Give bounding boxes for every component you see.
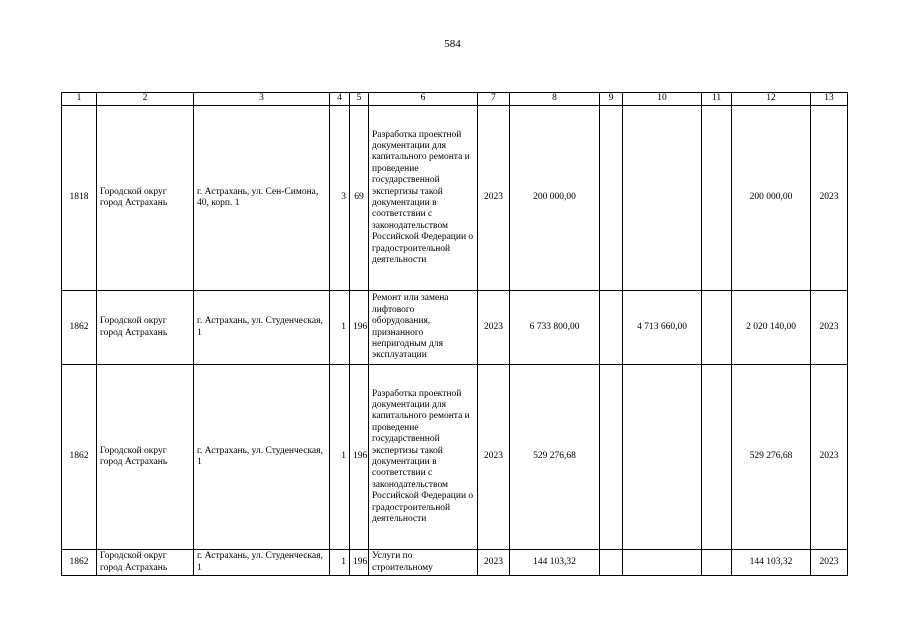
col11-cell xyxy=(702,550,732,576)
col11-cell xyxy=(702,365,732,550)
col12-cell: 2 020 140,00 xyxy=(732,291,811,365)
col13-cell: 2023 xyxy=(811,550,848,576)
year-cell: 2023 xyxy=(478,291,510,365)
col5-cell: 196 xyxy=(350,550,369,576)
col9-cell xyxy=(600,106,623,291)
col9-cell xyxy=(600,365,623,550)
col11-cell xyxy=(702,106,732,291)
work-type-cell: Услуги по строительному xyxy=(369,550,478,576)
column-header: 3 xyxy=(194,93,330,106)
col11-cell xyxy=(702,291,732,365)
col4-cell: 1 xyxy=(330,365,350,550)
column-header: 7 xyxy=(478,93,510,106)
col13-cell: 2023 xyxy=(811,291,848,365)
municipality-cell: Городской округ город Астрахань xyxy=(97,291,194,365)
col5-cell: 196 xyxy=(350,365,369,550)
address-cell: г. Астрахань, ул. Студенческая, 1 xyxy=(194,291,330,365)
address-cell: г. Астрахань, ул. Студенческая, 1 xyxy=(194,550,330,576)
column-header: 8 xyxy=(510,93,600,106)
table-row xyxy=(62,365,848,550)
column-header: 12 xyxy=(732,93,811,106)
col13-cell: 2023 xyxy=(811,365,848,550)
column-header: 13 xyxy=(811,93,848,106)
object-id-cell: 1862 xyxy=(62,550,97,576)
header-row xyxy=(62,93,848,106)
year-cell: 2023 xyxy=(478,365,510,550)
page-number: 584 xyxy=(444,38,461,50)
col10-cell: 4 713 660,00 xyxy=(623,291,702,365)
address-cell: г. Астрахань, ул. Студенческая, 1 xyxy=(194,365,330,550)
col12-cell: 144 103,32 xyxy=(732,550,811,576)
col5-cell: 196 xyxy=(350,291,369,365)
column-header: 11 xyxy=(702,93,732,106)
table-row xyxy=(62,291,848,365)
col10-cell xyxy=(623,365,702,550)
municipality-cell: Городской округ город Астрахань xyxy=(97,365,194,550)
col9-cell xyxy=(600,550,623,576)
column-header: 6 xyxy=(369,93,478,106)
col5-cell: 69 xyxy=(350,106,369,291)
col4-cell: 1 xyxy=(330,291,350,365)
column-header: 5 xyxy=(350,93,369,106)
work-type-cell: Разработка проектной документации для капитального ремонта и проведение государственной экспертизы такой документации в соответствии с законодательством Российской Федерации о градостроительной деятельности xyxy=(369,365,478,550)
col4-cell: 1 xyxy=(330,550,350,576)
col12-cell: 200 000,00 xyxy=(732,106,811,291)
col9-cell xyxy=(600,291,623,365)
total-cost-cell: 529 276,68 xyxy=(510,365,600,550)
col13-cell: 2023 xyxy=(811,106,848,291)
col12-cell: 529 276,68 xyxy=(732,365,811,550)
col10-cell xyxy=(623,106,702,291)
year-cell: 2023 xyxy=(478,106,510,291)
total-cost-cell: 6 733 800,00 xyxy=(510,291,600,365)
column-header: 10 xyxy=(623,93,702,106)
column-header: 1 xyxy=(62,93,97,106)
total-cost-cell: 200 000,00 xyxy=(510,106,600,291)
total-cost-cell: 144 103,32 xyxy=(510,550,600,576)
column-header: 2 xyxy=(97,93,194,106)
repair-program-table xyxy=(61,92,848,576)
col4-cell: 3 xyxy=(330,106,350,291)
work-type-cell: Ремонт или замена лифтового оборудования, признанного непригодным для эксплуатации xyxy=(369,291,478,365)
table-row xyxy=(62,106,848,291)
column-header: 4 xyxy=(330,93,350,106)
year-cell: 2023 xyxy=(478,550,510,576)
table-row xyxy=(62,550,848,576)
municipality-cell: Городской округ город Астрахань xyxy=(97,550,194,576)
object-id-cell: 1862 xyxy=(62,291,97,365)
column-header: 9 xyxy=(600,93,623,106)
object-id-cell: 1818 xyxy=(62,106,97,291)
object-id-cell: 1862 xyxy=(62,365,97,550)
address-cell: г. Астрахань, ул. Сен-Симона, 40, корп. 1 xyxy=(194,106,330,291)
work-type-cell: Разработка проектной документации для капитального ремонта и проведение государственной экспертизы такой документации в соответствии с законодательством Российской Федерации о градостроительной деятельности xyxy=(369,106,478,291)
municipality-cell: Городской округ город Астрахань xyxy=(97,106,194,291)
col10-cell xyxy=(623,550,702,576)
